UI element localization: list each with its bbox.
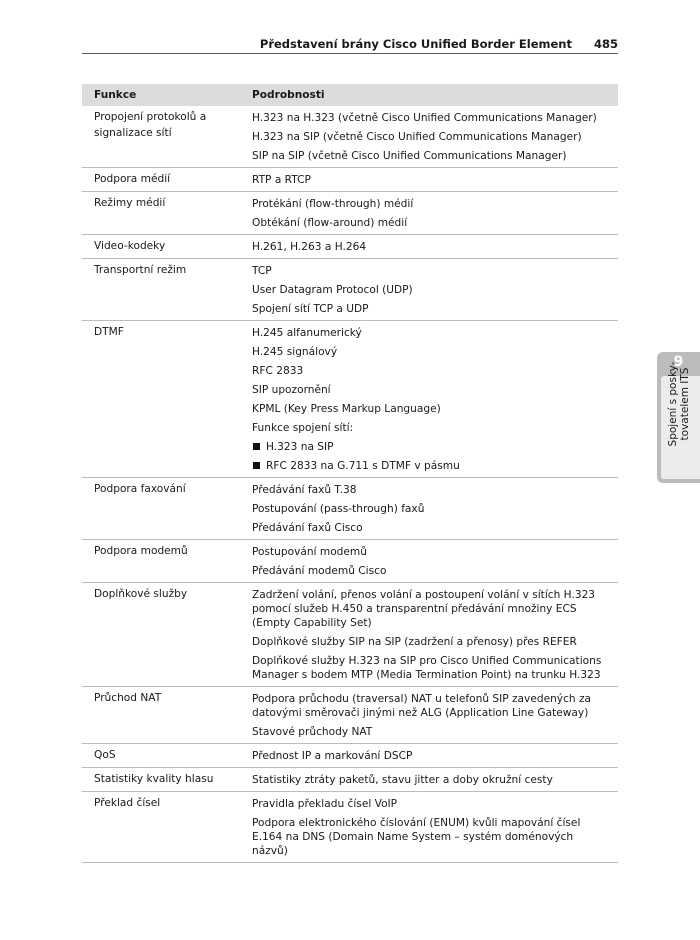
table-row — [82, 744, 618, 768]
details-cell — [240, 478, 618, 540]
feature-cell: Průchod NAT — [82, 687, 240, 744]
table-row — [82, 168, 618, 192]
column-header-function: Funkce — [82, 84, 240, 106]
table-row — [82, 235, 618, 259]
details-cell — [240, 768, 618, 792]
detail-item: SIP na SIP (včetně Cisco Unified Communications Manager) — [252, 149, 567, 162]
chapter-number: 9 — [673, 354, 684, 370]
detail-item: H.245 signálový — [252, 345, 338, 358]
detail-item: H.245 alfanumerický — [252, 326, 362, 339]
feature-cell: DTMF — [82, 321, 240, 478]
features-table — [82, 84, 618, 863]
details-cell — [240, 687, 618, 744]
column-header-details: Podrobnosti — [240, 84, 618, 106]
table-row — [82, 768, 618, 792]
details-cell — [240, 321, 618, 478]
bullet-item: H.323 na SIP — [252, 437, 610, 456]
feature-cell: Podpora faxování — [82, 478, 240, 540]
detail-item: Funkce spojení sítí: — [252, 421, 354, 434]
detail-item: Postupování modemů — [252, 545, 367, 558]
details-cell — [240, 583, 618, 687]
bullet-item: RFC 2833 na G.711 s DTMF v pásmu — [252, 456, 610, 475]
detail-item: Pravidla překladu čísel VoIP — [252, 797, 398, 810]
table-row — [82, 540, 618, 583]
table-row — [82, 321, 618, 478]
chapter-title: Představení brány Cisco Unified Border Element — [259, 37, 572, 51]
details-cell — [240, 744, 618, 768]
feature-cell: Video-kodeky — [82, 235, 240, 259]
feature-cell: Podpora médií — [82, 168, 240, 192]
detail-item: RTP a RTCP — [252, 173, 311, 186]
details-cell — [240, 259, 618, 321]
table-row — [82, 106, 618, 168]
detail-item: H.323 na SIP (včetně Cisco Unified Communications Manager) — [252, 130, 582, 143]
detail-item: Předávání modemů Cisco — [252, 564, 387, 577]
detail-item: TCP — [252, 264, 272, 277]
detail-item: Podpora průchodu (traversal) NAT u telefonů SIP zavedených za datovými směrovači jinými než ALG (Application Line Gateway) — [252, 692, 592, 719]
details-cell — [240, 106, 618, 168]
detail-item: Podpora elektronického číslování (ENUM) kvůli mapování čísel E.164 na DNS (Domain Name System – systém doménových názvů) — [252, 816, 581, 857]
detail-item: Postupování (pass-through) faxů — [252, 502, 425, 515]
feature-cell: Propojení protokolů a signalizace sítí — [82, 106, 240, 168]
detail-item: Obtékání (flow-around) médií — [252, 216, 408, 229]
feature-cell: QoS — [82, 744, 240, 768]
feature-cell: Režimy médií — [82, 192, 240, 235]
detail-item: Statistiky ztráty paketů, stavu jitter a doby okružní cesty — [252, 773, 553, 786]
table-header-row — [82, 84, 618, 106]
details-cell — [240, 540, 618, 583]
detail-item: H.261, H.263 a H.264 — [252, 240, 367, 253]
details-cell — [240, 792, 618, 863]
details-cell — [240, 168, 618, 192]
feature-cell: Podpora modemů — [82, 540, 240, 583]
feature-cell: Statistiky kvality hlasu — [82, 768, 240, 792]
detail-item: SIP upozornění — [252, 383, 331, 396]
details-cell — [240, 235, 618, 259]
detail-item: Přednost IP a markování DSCP — [252, 749, 413, 762]
detail-item: Spojení sítí TCP a UDP — [252, 302, 369, 315]
table-row — [82, 478, 618, 540]
feature-cell: Transportní režim — [82, 259, 240, 321]
detail-item: Doplňkové služby SIP na SIP (zadržení a přenosy) přes REFER — [252, 635, 577, 648]
page-number: 485 — [593, 37, 618, 51]
detail-item: Předávání faxů Cisco — [252, 521, 363, 534]
detail-item: H.323 na H.323 (včetně Cisco Unified Communications Manager) — [252, 111, 597, 124]
chapter-tab — [657, 352, 700, 483]
detail-item: KPML (Key Press Markup Language) — [252, 402, 441, 415]
table-row — [82, 259, 618, 321]
table-row — [82, 687, 618, 744]
detail-item: Protékání (flow-through) médií — [252, 197, 414, 210]
running-header — [82, 36, 618, 54]
detail-item: Zadržení volání, přenos volání a postoupení volání v sítích H.323 pomocí služeb H.450 a transparentní předávání množiny ECS (Empty Capability Set) — [252, 588, 596, 629]
table-row — [82, 583, 618, 687]
detail-item: Doplňkové služby H.323 na SIP pro Cisco Unified Communications Manager s bodem MTP (Media Termination Point) na trunku H.323 — [252, 654, 602, 681]
details-cell — [240, 192, 618, 235]
feature-cell: Překlad čísel — [82, 792, 240, 863]
chapter-tab-label: Spojení s posky- tovatelem ITS — [667, 361, 691, 447]
table-row — [82, 792, 618, 863]
detail-item: Stavové průchody NAT — [252, 725, 373, 738]
detail-item: User Datagram Protocol (UDP) — [252, 283, 413, 296]
detail-item: RFC 2833 — [252, 364, 304, 377]
feature-cell: Doplňkové služby — [82, 583, 240, 687]
detail-item: Předávání faxů T.38 — [252, 483, 357, 496]
table-row — [82, 192, 618, 235]
